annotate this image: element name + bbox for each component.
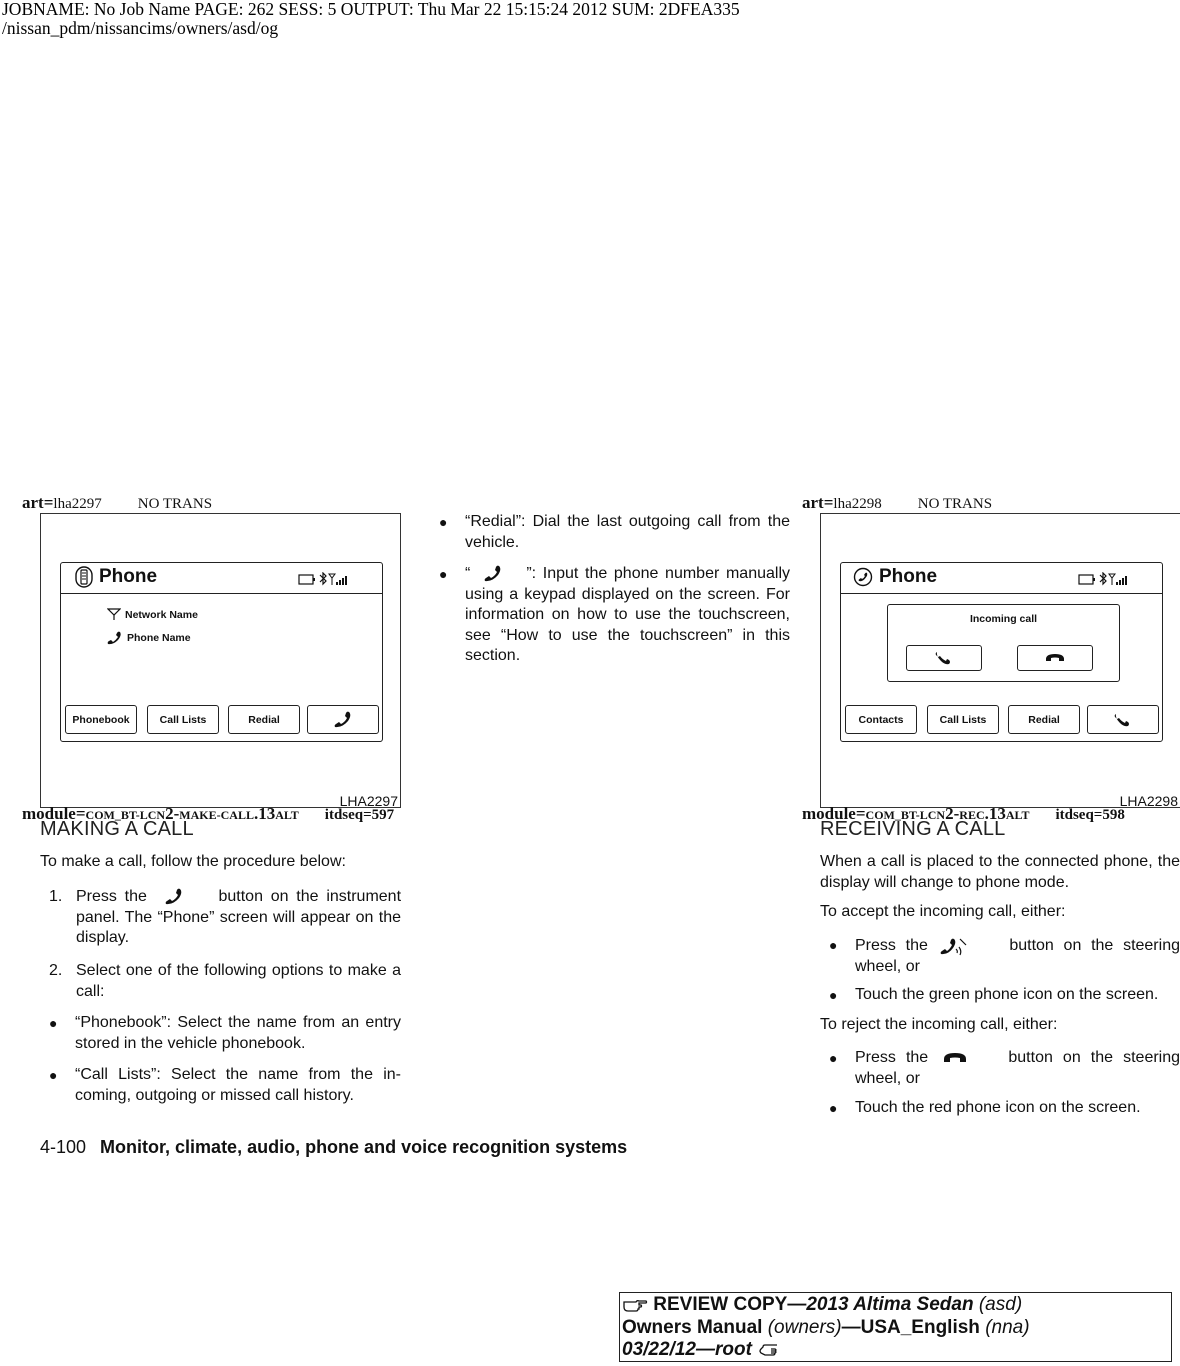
art-id-right: lha2298 [833, 496, 882, 512]
hangup-handset-icon [1044, 651, 1066, 665]
redial-button[interactable]: Redial [1008, 705, 1080, 734]
bullet-redial: ● “Redial”: Dial the last outgoing call from the vehicle. [439, 513, 790, 551]
writing-hand-icon [757, 1342, 779, 1358]
page-number: 4-100 [40, 1137, 87, 1157]
art-id-left: lha2297 [53, 496, 102, 512]
redial-button[interactable]: Redial [228, 705, 300, 734]
step-2: 2. Select one of the following options to make a call: [49, 962, 401, 1000]
bullet-reject-steering: ● Press the button on the steering wheel, or [829, 1049, 1180, 1087]
network-name-row [107, 608, 198, 621]
status-icons [298, 572, 352, 586]
screen-title: Phone [75, 566, 157, 588]
heading-making-a-call: MAKING A CALL [40, 818, 194, 840]
module-label-right: module=COM_BT-LCN2-REC.13ALT itdseq=598 [802, 804, 1125, 823]
page-footer [40, 1137, 627, 1158]
making-call-intro: To make a call, follow the procedure below: [40, 853, 346, 870]
review-line-2: Owners Manual (owners)—USA_English (nna) [622, 1316, 1030, 1338]
right-pointing-hand-icon [622, 1297, 648, 1313]
dial-keypad-button[interactable] [307, 705, 379, 734]
review-line-1: REVIEW COPY—2013 Altima Sedan (asd) [622, 1294, 1171, 1317]
incoming-call-label: Incoming call [969, 613, 1038, 625]
screen-title: Phone [853, 566, 937, 588]
network-name: Network Name [125, 608, 198, 621]
screen-title-bar [61, 563, 382, 594]
job-header-line-2: /nissan_pdm/nissancims/owners/asd/og [2, 18, 279, 38]
handset-icon [332, 710, 354, 730]
contacts-button[interactable]: Contacts [845, 705, 917, 734]
phone-name: Phone Name [127, 632, 191, 644]
job-header [2, 0, 740, 38]
bullet-accept-touch: ● Touch the green phone icon on the screen. [829, 986, 1159, 1003]
figure-code-left: LHA2297 [339, 793, 398, 809]
mobile-phone-icon [75, 566, 93, 588]
phone-button-icon [163, 887, 185, 907]
figure-incoming-call-screen [820, 513, 1180, 808]
review-line-3: 03/22/12—root [622, 1339, 1171, 1362]
art-label-left: art=lha2297 NO TRANS [22, 493, 213, 512]
section-title: Monitor, climate, audio, phone and voice recognition systems [100, 1137, 628, 1157]
figure-code-right: LHA2298 [1119, 793, 1178, 809]
steering-phone-answer-icon [938, 935, 970, 957]
no-trans-left: NO TRANS [137, 496, 213, 512]
review-copy-box [619, 1292, 1172, 1362]
module-label-left: module=COM_BT-LCN2-MAKE-CALL.13ALT itdseq=597 [22, 804, 395, 823]
art-label-right: art=lha2298 NO TRANS [802, 493, 993, 512]
phone-screen-display [60, 562, 383, 742]
pickup-handset-icon [933, 650, 955, 666]
phone-name-row [105, 629, 191, 647]
call-lists-button[interactable]: Call Lists [927, 705, 999, 734]
receiving-call-intro: When a call is placed to the connected phone, the display will change to phone mode. [820, 853, 1180, 891]
heading-receiving-a-call: RECEIVING A CALL [820, 818, 1006, 840]
hangup-handset-icon [942, 1050, 968, 1066]
bullet-keypad: ● “ ”: Input the phone number manually using a keypad displayed on the screen. For information on how to use the touchscreen, see “How to use the touchscreen” in this section. [439, 565, 790, 665]
figure-phone-screen [40, 513, 401, 808]
handset-icon [482, 564, 504, 584]
call-lists-button[interactable]: Call Lists [147, 705, 219, 734]
answer-button[interactable] [1087, 705, 1159, 734]
accept-intro: To accept the incoming call, either: [820, 903, 1066, 920]
no-trans-right: NO TRANS [917, 496, 993, 512]
pickup-handset-icon [1112, 712, 1134, 728]
handset-icon [105, 629, 123, 647]
step-1: 1. Press the button on the instrument panel. The “Phone” screen will appear on the display. [49, 888, 402, 947]
job-header-line-1: JOBNAME: No Job Name PAGE: 262 SESS: 5 OUTPUT: Thu Mar 22 15:15:24 2012 SUM: 2DFEA335 [2, 0, 740, 19]
antenna-icon [107, 608, 121, 621]
reject-intro: To reject the incoming call, either: [820, 1016, 1058, 1033]
decline-call-button[interactable] [1017, 645, 1093, 671]
answer-call-button[interactable] [906, 645, 982, 671]
incoming-call-popup [887, 604, 1120, 682]
bullet-reject-touch: ● Touch the red phone icon on the screen. [829, 1099, 1141, 1116]
screen-title-bar [841, 563, 1162, 594]
bullet-accept-steering: ● Press the button on the steering wheel, or [829, 937, 1180, 975]
incoming-screen-display [840, 562, 1163, 742]
bullet-call-lists: ● “Call Lists”: Select the name from the in-coming, outgoing or missed call history. [49, 1066, 401, 1104]
status-icons [1078, 572, 1132, 586]
bullet-phonebook: ● “Phonebook”: Select the name from an entry stored in the vehicle phonebook. [49, 1014, 401, 1052]
phonebook-button[interactable]: Phonebook [65, 705, 137, 734]
phone-circle-icon [853, 567, 873, 587]
